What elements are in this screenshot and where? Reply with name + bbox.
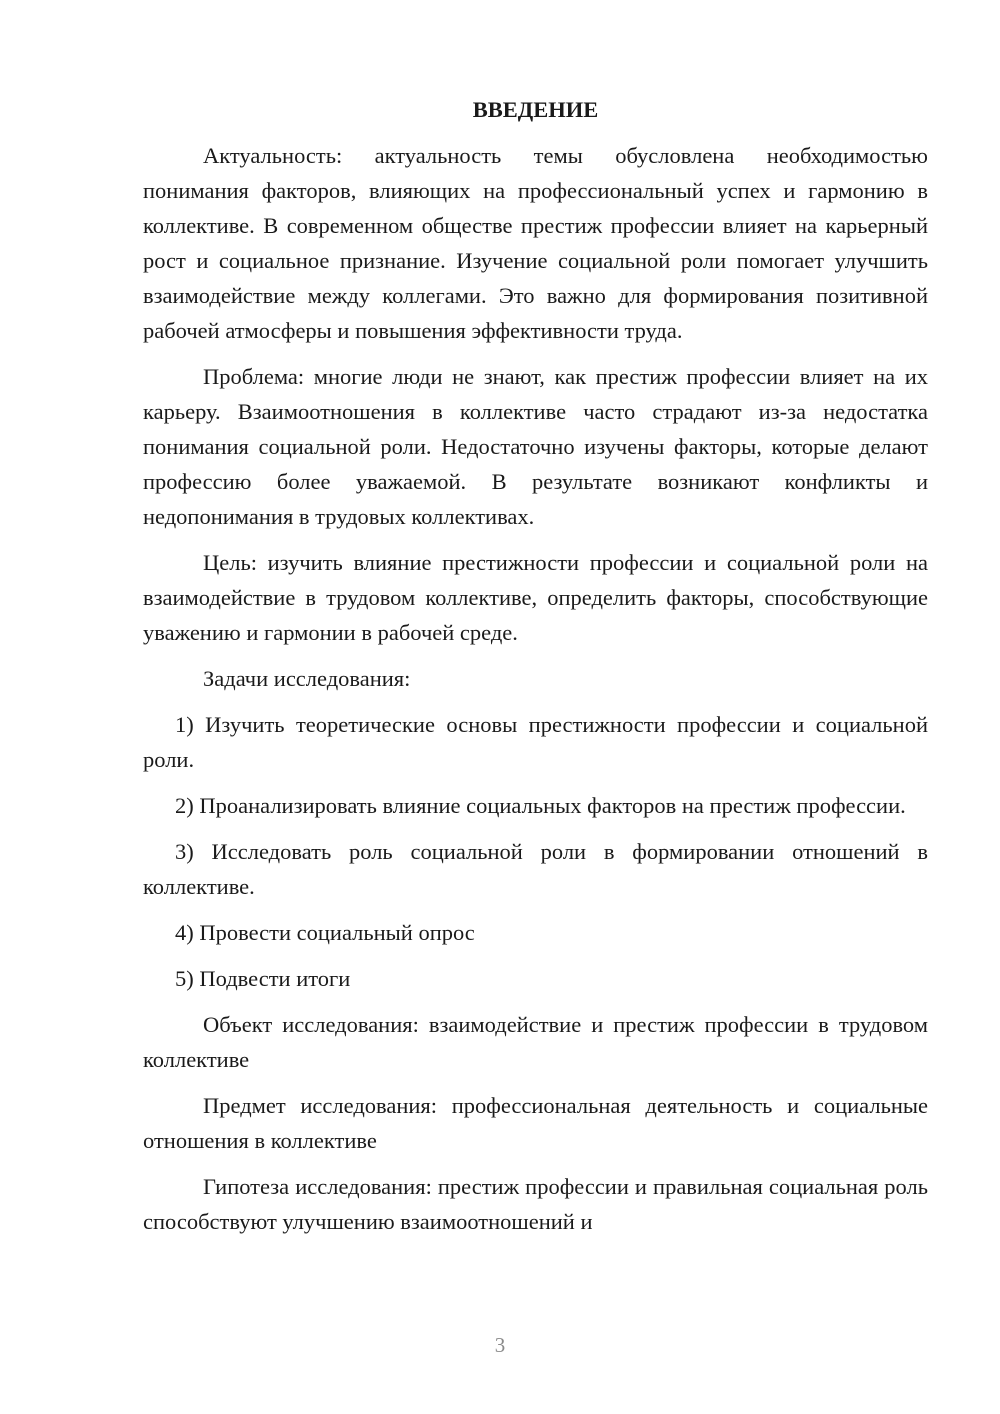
page-number: 3	[494, 1333, 506, 1357]
section-title: ВВЕДЕНИЕ	[472, 97, 599, 122]
task-item: 3) Исследовать роль социальной роли в формировании отношений в коллективе.	[143, 839, 928, 899]
task-item: 5) Подвести итоги	[175, 966, 351, 991]
paragraph-tasks-heading: Задачи исследования:	[203, 666, 411, 691]
task-item: 2) Проанализировать влияние социальных факторов на престиж профессии.	[175, 793, 906, 818]
paragraph-object: Объект исследования: взаимодействие и престиж профессии в трудовом коллективе	[143, 1012, 928, 1072]
task-item: 4) Провести социальный опрос	[175, 920, 475, 945]
paragraph-subject: Предмет исследования: профессиональная деятельность и социальные отношения в коллективе	[143, 1093, 928, 1153]
paragraph-goal: Цель: изучить влияние престижности профессии и социальной роли на взаимодействие в трудовом коллективе, определить факторы, способствующие уважению и гармонии в рабочей среде.	[143, 550, 928, 645]
task-item: 1) Изучить теоретические основы престижности профессии и социальной роли.	[143, 712, 928, 772]
paragraph-relevance: Актуальность: актуальность темы обусловлена необходимостью понимания факторов, влияющих на профессиональный успех и гармонию в коллективе. В современном обществе престиж профессии влияет на карьерный рост и социальное признание. Изучение социальной роли помогает улучшить взаимодействие между коллегами. Это важно для формирования позитивной рабочей атмосферы и повышения эффективности труда.	[143, 143, 928, 343]
document-page	[143, 92, 928, 1250]
paragraph-problem: Проблема: многие люди не знают, как престиж профессии влияет на их карьеру. Взаимоотношения в коллективе часто страдают из-за недостатка понимания социальной роли. Недостаточно изучены факторы, которые делают профессию более уважаемой. В результате возникают конфликты и недопонимания в трудовых коллективах.	[143, 364, 928, 529]
paragraph-hypothesis: Гипотеза исследования: престиж профессии и правильная социальная роль способствуют улучшению взаимоотношений и	[143, 1174, 928, 1234]
